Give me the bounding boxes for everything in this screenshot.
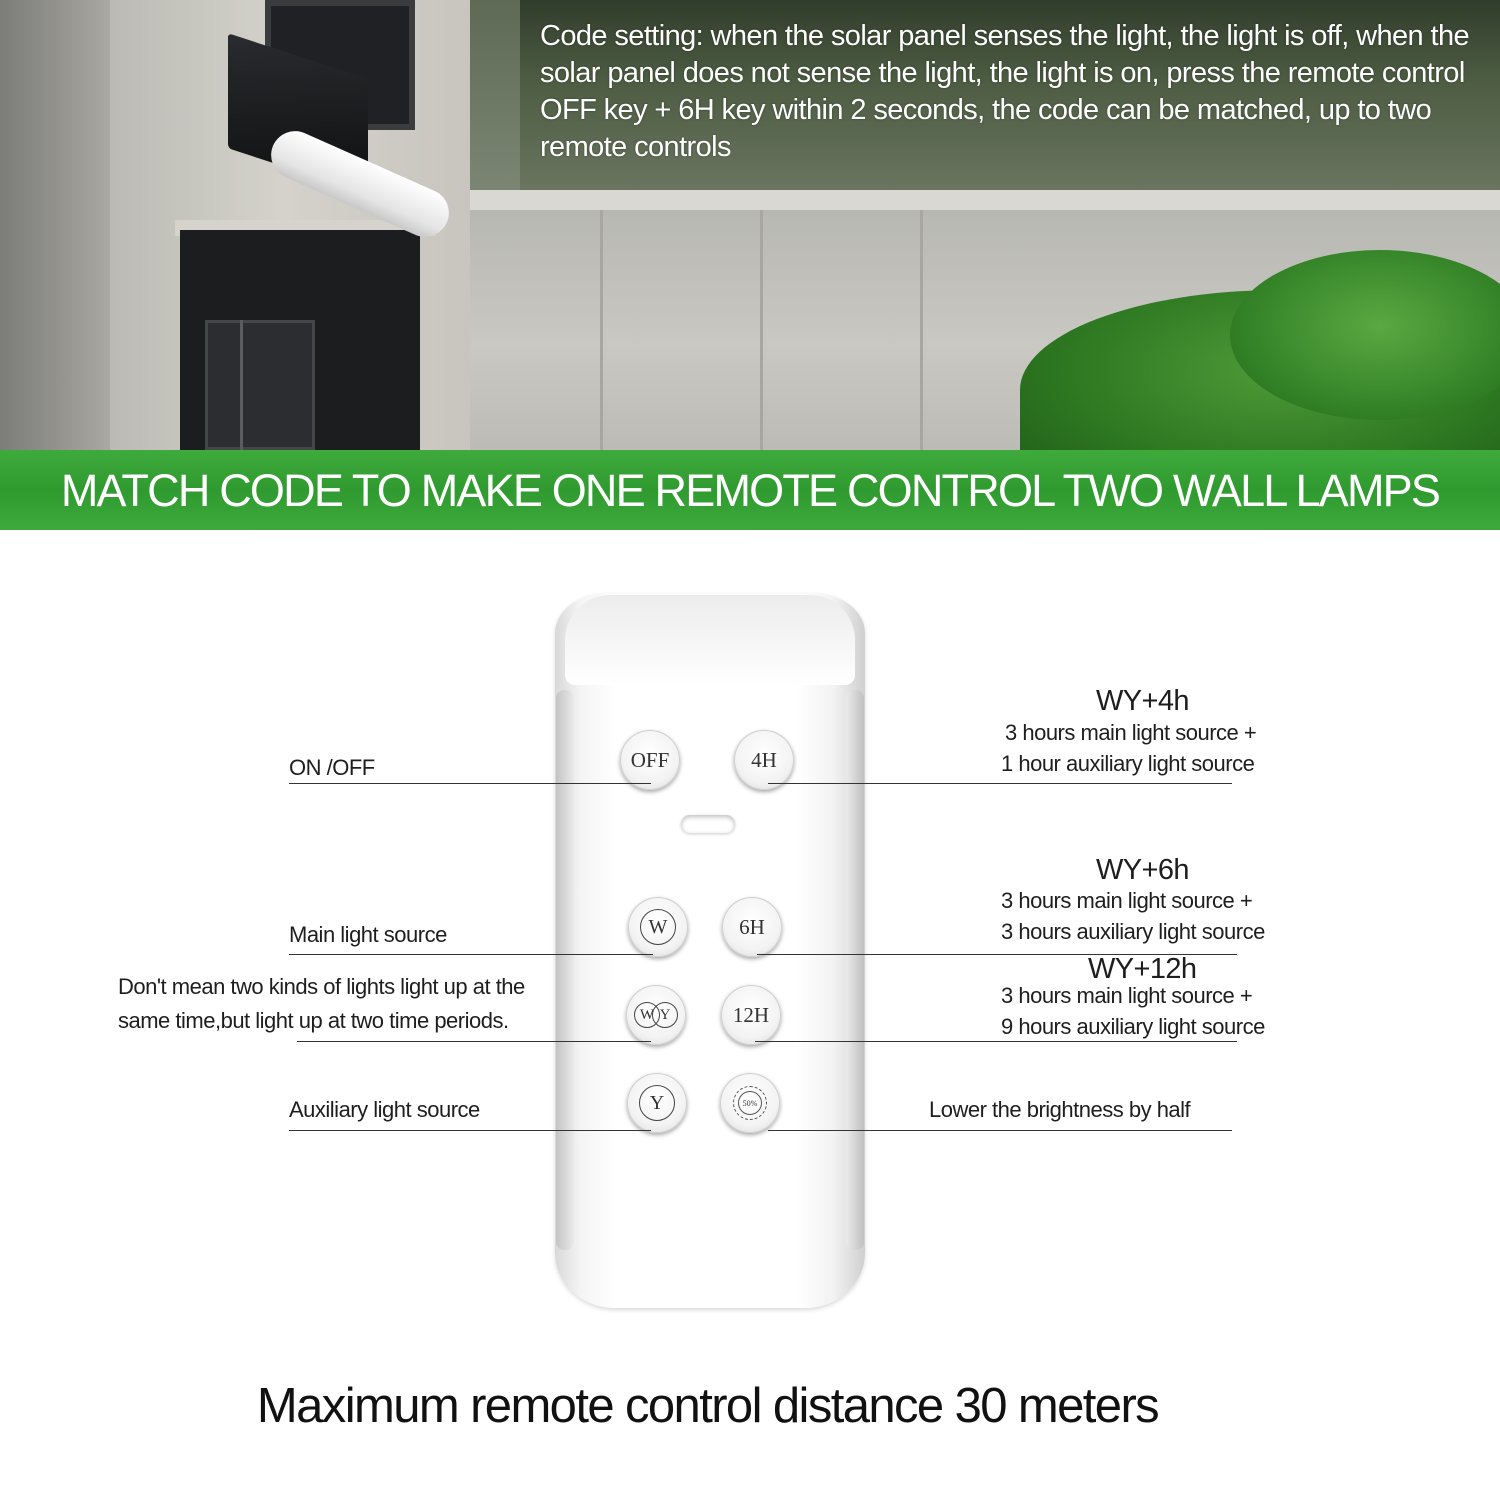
wy-note-line1: Don't mean two kinds of lights light up at the (118, 974, 525, 999)
wy4h-title: WY+4h (1096, 685, 1189, 717)
w-button-label: W (640, 909, 676, 945)
6h-button-label: 6H (739, 914, 765, 939)
4h-button[interactable] (734, 730, 794, 790)
main-light-leader-line (289, 954, 653, 955)
remote-distance-caption: Maximum remote control distance 30 meters (256, 1379, 1159, 1433)
wy-button-y: Y (652, 1002, 678, 1028)
ir-emitter-window (681, 815, 735, 833)
glass-door (205, 320, 315, 450)
code-setting-text (540, 18, 1495, 166)
4h-button-label: 4H (751, 747, 777, 772)
12h-button-label: 12H (732, 1002, 770, 1027)
4h-leader-line (768, 783, 1232, 784)
banner-title: MATCH CODE TO MAKE ONE REMOTE CONTROL TWO WALL LAMPS (60, 465, 1440, 516)
remote-control-top (565, 595, 855, 685)
title-banner (0, 450, 1500, 530)
half-brightness-button[interactable] (720, 1073, 780, 1133)
on-off-label: ON /OFF (289, 755, 375, 780)
half-brightness-leader-line (768, 1130, 1232, 1131)
auxiliary-leader-line (289, 1130, 651, 1131)
main-light-label: Main light source (289, 922, 447, 947)
remote-control-left-edge (556, 690, 574, 1250)
12h-leader-line (755, 1041, 1237, 1042)
door-frame-line (240, 320, 243, 450)
wy6h-line2: 3 hours auxiliary light source (1001, 919, 1265, 944)
wy4h-line1: 3 hours main light source + (1005, 720, 1257, 745)
wy-button-w: W (634, 1002, 660, 1028)
wy4h-line2: 1 hour auxiliary light source (1001, 751, 1255, 776)
off-button[interactable] (620, 730, 680, 790)
wy-button[interactable] (626, 985, 686, 1045)
wy6h-line1: 3 hours main light source + (1001, 888, 1253, 913)
on-off-leader-line (289, 783, 651, 784)
w-button[interactable] (628, 897, 688, 957)
garden-wall-cap (470, 190, 1500, 210)
brightness-icon (733, 1086, 767, 1120)
y-button[interactable] (627, 1073, 687, 1133)
off-button-label: OFF (630, 747, 670, 772)
code-setting-body: when the solar panel senses the light, the light is off, when the solar panel does not sense the light, the light is on, press the remote control OFF key + 6H key within 2 seconds, the code can be matched, up to two remote controls (540, 20, 1470, 163)
12h-button[interactable] (721, 985, 781, 1045)
wy12h-line2: 9 hours auxiliary light source (1001, 1014, 1265, 1039)
half-brightness-label: 50% (738, 1091, 762, 1115)
code-setting-label: Code setting: (540, 20, 704, 52)
6h-button[interactable] (722, 897, 782, 957)
wy-leader-line (297, 1041, 651, 1042)
wy12h-line1: 3 hours main light source + (1001, 983, 1253, 1008)
wy-note-line2: same time,but light up at two time periods. (118, 1008, 509, 1033)
auxiliary-light-label: Auxiliary light source (289, 1097, 480, 1122)
building-column (0, 0, 110, 450)
remote-control-right-edge (846, 690, 864, 1250)
wy12h-title: WY+12h (1088, 953, 1197, 985)
half-brightness-label-text: Lower the brightness by half (929, 1097, 1191, 1122)
wall-joint (600, 210, 603, 450)
wall-joint (760, 210, 763, 450)
wall-joint (920, 210, 923, 450)
wy-button-icon (634, 997, 678, 1033)
wy6h-title: WY+6h (1096, 854, 1189, 886)
remote-control-body (555, 593, 865, 1308)
hero-photo (0, 0, 1500, 450)
y-button-label: Y (639, 1085, 675, 1121)
